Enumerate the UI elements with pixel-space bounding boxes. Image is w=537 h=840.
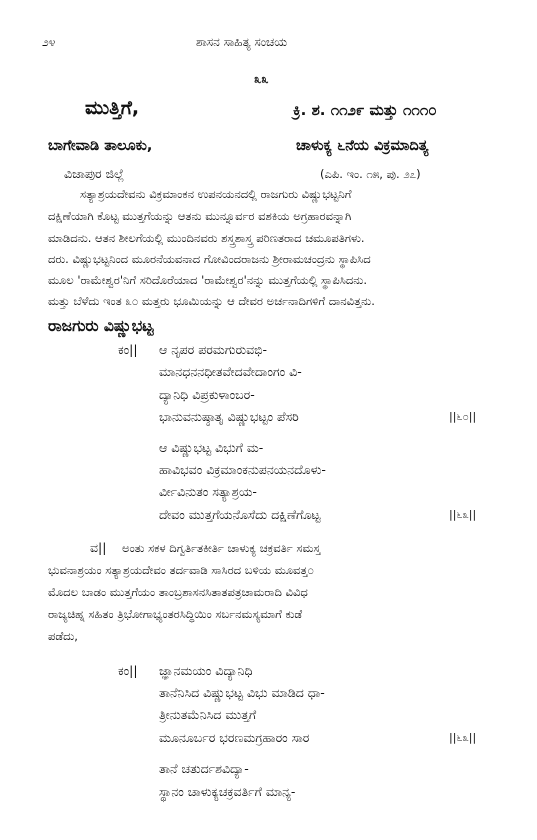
- inscription-king: ಚಾಳುಕ್ಯ ೬ನೆಯ ವಿಕ್ರಮಾದಿತ್ಯ: [296, 138, 429, 154]
- inscription-taluk: ಬಾಗೇವಾಡಿ ತಾಲೂಕು,: [48, 138, 153, 154]
- prose-marker: ವ||: [90, 540, 107, 555]
- inscription-district: ವಿಜಾಪುರ ಜಿಲ್ಲೆ: [64, 166, 125, 181]
- verse-line: ರ್ವೀವಿನುತಂ ಸತ್ಯಾಶ್ರಯ-: [159, 484, 257, 499]
- prose-line: ರಾಜ್ಯಚಿಹ್ನ ಸಹಿತಂ ತ್ರಿಭೋಗಾಭ್ಯಂತರಸಿದ್ಧಿಯಿಂ ಸರ್ಬನಮಸ್ಯಮಾಗೆ ಕುಡೆ: [48, 607, 303, 621]
- inscription-number: ೩೩: [254, 72, 269, 87]
- verse-line: ತಾನೆನಿಸಿದ ವಿಷ್ಣುಭಟ್ಟ ವಿಭು ಮಾಡಿದ ಧಾ-: [159, 685, 325, 700]
- intro-line: ಮೂಲ 'ರಾಮೇಶ್ವರ'ನಿಗೆ ಸರಿದೊರೆಯಾದ 'ರಾಮೇಶ್ವರ'ನನ್ನು ಮುತ್ತಗೆಯಲ್ಲಿ ಸ್ಥಾಪಿಸಿದನು.: [48, 273, 367, 287]
- verse-number: ||೬೦||: [449, 410, 477, 423]
- verse-marker: ಕಂ||: [118, 342, 138, 357]
- verse-line: ಸ್ಥಾನಂ ಚಾಳುಕ್ಯಚಕ್ರವರ್ತಿಗೆ ಮಾನ್ಯ-: [159, 784, 296, 799]
- verse-line: ಮೂನೂರ್ಬರ ಭರಣಮಗ್ರಹಾರಂ ಸಾರ: [159, 730, 310, 745]
- inscription-date: ಕ್ರಿ. ಶ. ೧೧೨೯ ಮತ್ತು ೧೧೧೦: [293, 101, 437, 119]
- intro-line: ದರು. ವಿಷ್ಣುಭಟ್ಟನಿಂದ ಮೂರನೆಯವನಾದ ಗೋವಿಂದರಾಜನು ಶ್ರೀರಾಮಚಂದ್ರನು ಸ್ಥಾಪಿಸಿದ: [48, 252, 371, 266]
- prose-line: ಅಂತು ಸಕಳ ದಿಗ್ವರ್ತಿತಕೀರ್ತಿ ಚಾಳುಕ್ಯ ಚಕ್ರವರ್ತಿ ಸಮಸ್ತ: [122, 541, 321, 555]
- intro-line: ಸತ್ಯಾಶ್ರಯದೇವನು ವಿಕ್ರಮಾಂಕನ ಉಪನಯನದಲ್ಲಿ ರಾಜಗುರು ವಿಷ್ಣುಭಟ್ಟನಿಗೆ: [80, 187, 352, 201]
- prose-line: ಪಡೆದು,: [48, 629, 78, 643]
- verse-line: ತಾನೆ ಚತುರ್ದಶವಿದ್ಯಾ-: [159, 761, 249, 776]
- prose-line: ಭುವನಾಶ್ರಯಂ ಸತ್ಯಾಶ್ರಯದೇವಂ ತರ್ದವಾಡಿ ಸಾಸಿರದ ಬಳಿಯ ಮೂವತ್ತ೦: [48, 563, 314, 577]
- verse-line: ಮಾನಧನನಧೀತವೇದವೇದಾಂಗಂ ವಿ-: [159, 364, 302, 379]
- verse-line: ಆ ವಿಷ್ಣುಭಟ್ಟ ವಿಭುಗೆ ಮ-: [159, 440, 264, 455]
- running-title: ಶಾಸನ ಸಾಹಿತ್ಯ ಸಂಚಯ: [196, 35, 288, 49]
- prose-line: ಮೊದಲ ಬಾಡಂ ಮುತ್ತಗೆಯಂ ತಾಂಬ್ರಶಾಸನಸಿತಾತಪತ್ರಚಾಮರಾದಿ ವಿವಿಧ: [48, 585, 308, 599]
- page-number: ೨೪: [42, 35, 56, 49]
- verse-line: ದ್ಯಾನಿಧಿ ವಿಪ್ರಕುಳಾಂಬರ-: [159, 387, 255, 402]
- verse-number: ||೬೩||: [449, 508, 477, 521]
- verse-line: ತ್ರೀನುತಮೆನಿಸಿದ ಮುತ್ತಗೆ: [159, 707, 257, 722]
- verse-line: ಹಾವಿಭವಂ ವಿಕ್ರಮಾಂಕನುಪನಯನದೊಳು-: [159, 462, 326, 477]
- verse-marker: ಕಂ||: [118, 663, 138, 678]
- verse-line: ದೇವಂ ಮುತ್ತಗೆಯನೊಸೆದು ದಕ್ಷಿಣೆಗೊಟ್ಟ: [159, 507, 321, 522]
- inscription-place: ಮುತ್ತಿಗೆ,: [85, 97, 140, 119]
- intro-line: ಮತ್ತು ಬೆಳೆದು ಇಂತ ೩೦ ಮತ್ತರು ಭೂಮಿಯನ್ನು ಆ ದೇವರ ಅರ್ಚನಾದಿಗಳಿಗೆ ದಾನವಿತ್ತನು.: [48, 294, 375, 308]
- verse-line: ಜ್ಞಾನಮಯಂ ವಿದ್ಯಾನಿಧಿ: [159, 663, 253, 678]
- intro-line: ದಕ್ಷಿಣೆಯಾಗಿ ಕೊಟ್ಟ ಮುತ್ತಗೆಯನ್ನು ಆತನು ಮುನ್ನೂರ್ವರ ವಶಕಿಯ ಅಗ್ರಹಾರವನ್ನಾಗಿ: [48, 209, 352, 223]
- verse-number: ||೬೩||: [449, 731, 477, 744]
- inscription-reference: (ಎಪಿ. ಇಂ. ೧೫, ಪು. ೨೭): [320, 167, 421, 181]
- section-title: ರಾಜಗುರು ವಿಷ್ಣುಭಟ್ಟ: [48, 317, 154, 335]
- verse-line: ಆ ನೃಪರ ಪರಮಗುರುವಭಿ-: [159, 342, 268, 357]
- intro-line: ಮಾಡಿದನು. ಆತನ ಶೀಲಗೆಯಲ್ಲಿ ಮುಂದಿನವರು ಶಸ್ತ್ರಶಾಸ್ತ್ರ ಪರಿಣತರಾದ ಚಮೂಪತಿಗಳು.: [48, 231, 365, 245]
- verse-line: ಭಾನುವನುಷ್ಠಾತೃ ವಿಷ್ಣುಭಟ್ಟಂ ಪೆಸರಿ: [159, 409, 299, 424]
